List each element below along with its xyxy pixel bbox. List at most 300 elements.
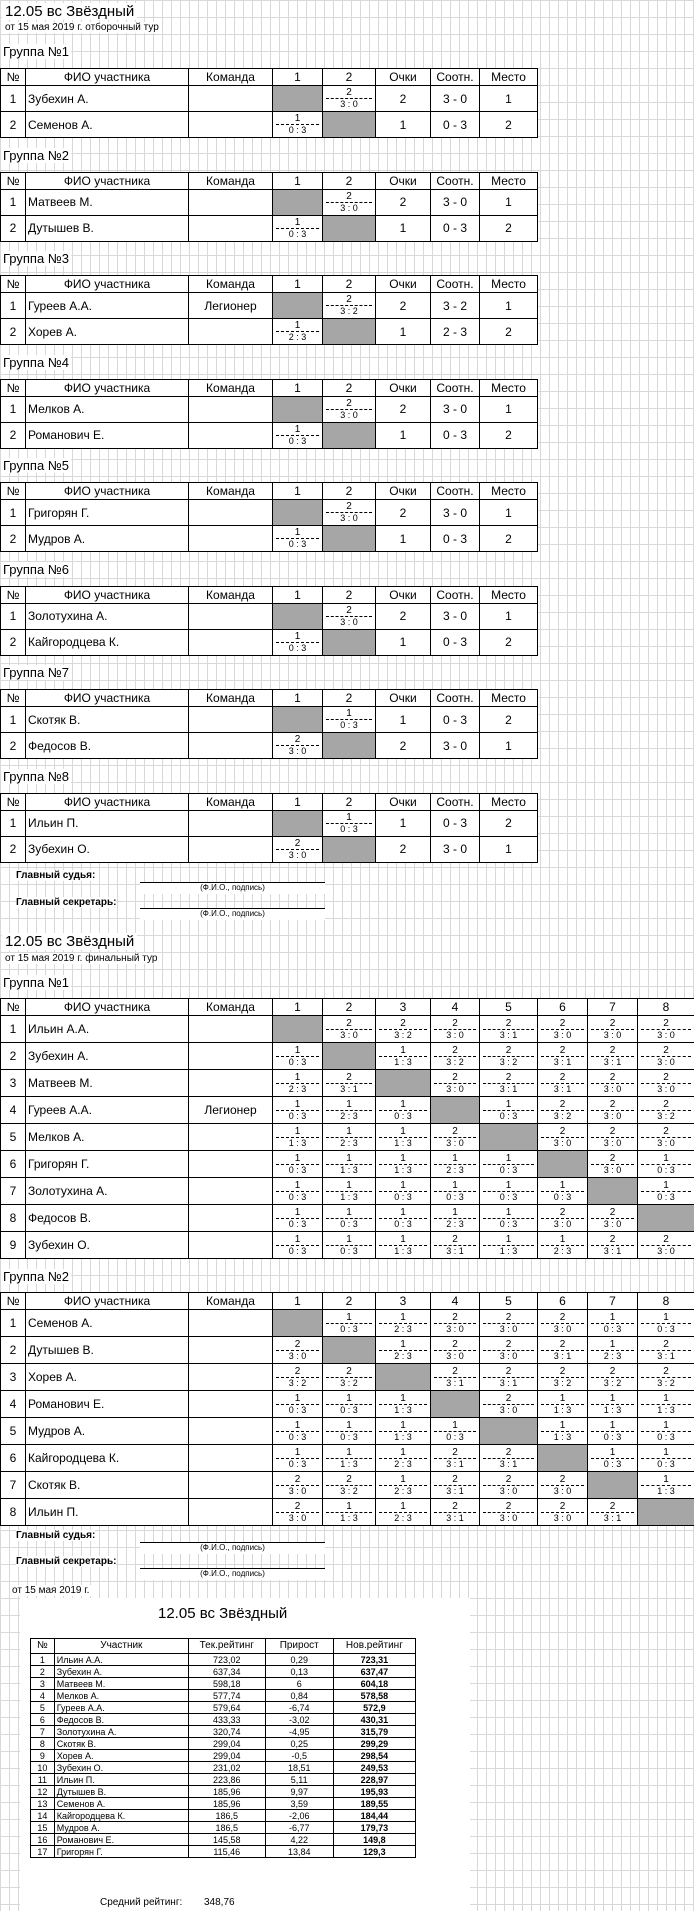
header-cell: Команда	[189, 690, 273, 707]
match-result	[323, 1178, 376, 1205]
ratio: 3 - 0	[431, 500, 480, 526]
match-score: 0 : 3	[288, 642, 307, 653]
rating-row	[31, 1714, 416, 1726]
header-cell: Соотн.	[431, 690, 480, 707]
rank: 1	[31, 1654, 55, 1666]
match-result	[480, 1097, 538, 1124]
current-rating: 145,58	[188, 1834, 265, 1846]
shaded-cell	[376, 1364, 431, 1391]
current-rating: 115,46	[188, 1846, 265, 1858]
rating-header-cell: Тек.рейтинг	[188, 1639, 265, 1654]
shaded-cell	[323, 112, 376, 138]
player-name: Григорян Г.	[26, 500, 189, 526]
match-score: 3 : 0	[657, 1245, 675, 1256]
match-cell	[480, 1313, 537, 1334]
current-rating: 231,02	[188, 1762, 265, 1774]
points: 1	[376, 629, 431, 655]
player-name: Ильин П.	[26, 810, 189, 836]
group-table	[0, 172, 538, 242]
match-result	[273, 1151, 323, 1178]
header-cell: Очки	[376, 586, 431, 603]
rating-change: 18,51	[265, 1762, 333, 1774]
rating-row	[31, 1762, 416, 1774]
match-score: 0 : 3	[657, 1191, 675, 1202]
group-title: Группа №3	[3, 251, 69, 266]
shaded-cell	[323, 1043, 376, 1070]
match-score: 1 : 3	[340, 1191, 358, 1202]
header-cell: Команда	[189, 379, 273, 396]
points: 1	[376, 707, 431, 733]
table-header-row	[1, 379, 538, 396]
match-result	[273, 1337, 323, 1364]
header-cell: 1	[273, 690, 323, 707]
match-cell	[323, 1073, 375, 1094]
match-result	[431, 1232, 480, 1259]
group-title: Группа №2	[3, 1269, 69, 1284]
match-points: 1	[294, 423, 301, 435]
match-cell	[376, 1154, 430, 1175]
match-score: 1 : 3	[553, 1431, 572, 1442]
table-header-row	[1, 586, 538, 603]
match-result	[480, 1472, 538, 1499]
header-cell: 5	[480, 1293, 538, 1310]
match-points: 1	[346, 1098, 352, 1110]
match-points: 1	[452, 1419, 458, 1431]
current-rating: 579,64	[188, 1702, 265, 1714]
rating-change: 0,29	[265, 1654, 333, 1666]
group-title: Группа №5	[3, 458, 69, 473]
match-score: 1 : 3	[499, 1245, 518, 1256]
match-points: 1	[609, 1311, 616, 1323]
current-rating: 723,02	[188, 1654, 265, 1666]
rating-row	[31, 1750, 416, 1762]
header-cell: 1	[273, 69, 323, 86]
shaded-cell	[376, 1070, 431, 1097]
match-result	[588, 1124, 638, 1151]
table-row	[1, 733, 538, 759]
match-cell	[323, 709, 375, 730]
qual-subtitle: от 15 мая 2019 г. отборочный тур	[5, 22, 159, 33]
rating-change: -2,06	[265, 1810, 333, 1822]
match-result	[538, 1472, 588, 1499]
header-cell: 8	[638, 999, 694, 1016]
team-name	[189, 1472, 273, 1499]
new-rating: 195,93	[333, 1786, 415, 1798]
match-points: 2	[346, 190, 352, 202]
table-row	[1, 1337, 694, 1364]
current-rating: 598,18	[188, 1678, 265, 1690]
match-result	[480, 1499, 538, 1526]
match-result	[538, 1178, 588, 1205]
match-result	[323, 603, 376, 629]
rank: 4	[31, 1690, 55, 1702]
match-points: 2	[559, 1311, 566, 1323]
match-cell	[323, 1367, 375, 1388]
match-points: 2	[609, 1152, 616, 1164]
table-row	[1, 526, 538, 552]
match-score: 0 : 3	[657, 1164, 675, 1175]
match-result	[323, 1070, 376, 1097]
match-cell	[638, 1046, 694, 1067]
match-score: 3 : 0	[553, 1485, 572, 1496]
match-result	[376, 1445, 431, 1472]
match-cell	[323, 1448, 375, 1469]
ratio: 0 - 3	[431, 422, 480, 448]
match-cell	[538, 1073, 587, 1094]
rank: 17	[31, 1846, 55, 1858]
match-points: 2	[505, 1365, 512, 1377]
match-cell	[376, 1235, 430, 1256]
points: 1	[376, 526, 431, 552]
match-result	[638, 1364, 694, 1391]
rating-change: -6,77	[265, 1822, 333, 1834]
player-name: Золотухина А.	[26, 1178, 189, 1205]
match-score: 3 : 1	[499, 1029, 518, 1040]
player-name: Федосов В.	[26, 733, 189, 759]
match-points: 1	[663, 1392, 669, 1404]
match-cell	[480, 1502, 537, 1523]
rank: 8	[31, 1738, 55, 1750]
header-cell: Место	[480, 69, 538, 86]
header-cell: №	[1, 276, 26, 293]
current-rating: 637,34	[188, 1666, 265, 1678]
match-score: 0 : 3	[553, 1191, 572, 1202]
match-result	[538, 1310, 588, 1337]
match-result	[638, 1151, 694, 1178]
match-score: 3 : 0	[499, 1404, 518, 1415]
rank: 5	[31, 1702, 55, 1714]
header-cell: 2	[323, 999, 376, 1016]
rating-title: 12.05 вс Звёздный	[155, 1605, 290, 1622]
match-cell	[431, 1475, 479, 1496]
header-cell: 1	[273, 999, 323, 1016]
match-cell	[638, 1073, 694, 1094]
header-cell: 6	[538, 1293, 588, 1310]
row-number: 2	[1, 733, 26, 759]
match-score: 3 : 1	[446, 1512, 464, 1523]
match-cell	[588, 1340, 637, 1361]
match-points: 1	[294, 113, 301, 124]
match-result	[323, 1232, 376, 1259]
current-rating: 186,5	[188, 1822, 265, 1834]
shaded-cell	[273, 1310, 323, 1337]
match-points: 1	[663, 1446, 669, 1458]
match-cell	[273, 1502, 322, 1523]
match-result	[273, 1472, 323, 1499]
match-score: 0 : 3	[603, 1323, 622, 1334]
match-result	[323, 1205, 376, 1232]
match-points: 1	[294, 1446, 301, 1458]
rating-change: 9,97	[265, 1786, 333, 1798]
match-score: 0 : 3	[288, 1218, 307, 1229]
team-name	[189, 1070, 273, 1097]
match-score: 2 : 3	[340, 1137, 358, 1148]
match-cell	[431, 1367, 479, 1388]
player-name: Скотяк В.	[26, 1472, 189, 1499]
player-name: Матвеев М.	[26, 189, 189, 215]
player-name: Романович Е.	[26, 422, 189, 448]
group-table	[0, 586, 538, 656]
header-cell: ФИО участника	[26, 69, 189, 86]
match-points: 2	[294, 734, 301, 745]
match-points: 1	[400, 1044, 406, 1056]
place: 2	[480, 112, 538, 138]
match-points: 1	[294, 630, 301, 642]
match-points: 2	[505, 1311, 512, 1323]
table-row	[1, 1097, 694, 1124]
match-result	[431, 1124, 480, 1151]
match-cell	[323, 606, 375, 627]
rank: 6	[31, 1714, 55, 1726]
match-result	[323, 810, 376, 836]
match-cell	[431, 1448, 479, 1469]
header-cell: ФИО участника	[26, 172, 189, 189]
header-cell: 2	[323, 172, 376, 189]
final-title: 12.05 вс Звёздный	[2, 933, 137, 950]
final-subtitle: от 15 мая 2019 г. финальный тур	[5, 953, 158, 964]
new-rating: 723,31	[333, 1654, 415, 1666]
ratio: 0 - 3	[431, 526, 480, 552]
match-cell	[480, 1181, 537, 1202]
place: 1	[480, 733, 538, 759]
match-score: 0 : 3	[340, 1404, 358, 1415]
table-row	[1, 500, 538, 526]
match-result	[273, 1097, 323, 1124]
match-result	[480, 1016, 538, 1043]
match-result	[376, 1310, 431, 1337]
player-name: Григорян Г.	[26, 1151, 189, 1178]
match-score: 0 : 3	[288, 1056, 307, 1067]
match-score: 2 : 3	[553, 1245, 572, 1256]
participant-name: Матвеев М.	[54, 1678, 188, 1690]
new-rating: 184,44	[333, 1810, 415, 1822]
match-score: 0 : 3	[446, 1191, 464, 1202]
rating-row	[31, 1846, 416, 1858]
player-name: Семенов А.	[26, 1310, 189, 1337]
shaded-cell	[323, 422, 376, 448]
match-score: 0 : 3	[288, 1191, 307, 1202]
match-score: 3 : 1	[446, 1458, 464, 1469]
match-result	[323, 1418, 376, 1445]
match-score: 3 : 0	[340, 616, 358, 627]
match-result	[538, 1391, 588, 1418]
place: 1	[480, 603, 538, 629]
match-points: 2	[505, 1446, 512, 1458]
match-result	[638, 1418, 694, 1445]
header-cell: 2	[323, 690, 376, 707]
match-cell	[480, 1100, 537, 1121]
match-score: 3 : 0	[446, 1083, 464, 1094]
match-points: 1	[346, 811, 352, 823]
header-cell: ФИО участника	[26, 999, 189, 1016]
match-cell	[538, 1340, 587, 1361]
match-cell	[323, 1502, 375, 1523]
match-result	[323, 189, 376, 215]
match-cell	[376, 1208, 430, 1229]
match-score: 3 : 0	[446, 1350, 464, 1361]
match-points: 2	[609, 1233, 616, 1245]
match-score: 0 : 3	[446, 1431, 464, 1442]
match-score: 0 : 3	[394, 1110, 412, 1121]
table-row	[1, 1364, 694, 1391]
match-score: 2 : 3	[394, 1485, 412, 1496]
match-result	[273, 1124, 323, 1151]
rating-row	[31, 1690, 416, 1702]
match-score: 1 : 3	[394, 1056, 412, 1067]
match-points: 2	[346, 1365, 352, 1377]
match-points: 2	[505, 1017, 512, 1029]
match-score: 0 : 3	[340, 1431, 358, 1442]
match-result	[480, 1310, 538, 1337]
table-row	[1, 1445, 694, 1472]
match-score: 0 : 3	[340, 823, 358, 834]
match-score: 3 : 0	[288, 746, 307, 756]
match-result	[588, 1418, 638, 1445]
current-rating: 186,5	[188, 1810, 265, 1822]
match-points: 2	[294, 1365, 301, 1377]
place: 2	[480, 707, 538, 733]
match-result	[638, 1097, 694, 1124]
row-number: 6	[1, 1445, 26, 1472]
header-cell: Соотн.	[431, 586, 480, 603]
row-number: 1	[1, 707, 26, 733]
ratio: 3 - 0	[431, 733, 480, 759]
match-cell	[638, 1313, 694, 1334]
match-score: 3 : 0	[603, 1110, 622, 1121]
header-cell: Место	[480, 276, 538, 293]
table-row	[1, 1472, 694, 1499]
row-number: 8	[1, 1205, 26, 1232]
group-table	[0, 793, 538, 863]
match-score: 3 : 2	[288, 1377, 307, 1388]
match-points: 1	[294, 1152, 301, 1164]
match-score: 3 : 2	[553, 1110, 572, 1121]
table-row	[1, 1418, 694, 1445]
match-score: 3 : 0	[603, 1218, 622, 1229]
match-cell	[538, 1313, 587, 1334]
match-cell	[323, 295, 375, 316]
match-score: 1 : 3	[394, 1137, 412, 1148]
match-score: 3 : 2	[553, 1377, 572, 1388]
match-result	[538, 1499, 588, 1526]
row-number: 4	[1, 1097, 26, 1124]
match-points: 2	[505, 1392, 512, 1404]
match-score: 3 : 0	[446, 1137, 464, 1148]
match-score: 3 : 0	[340, 409, 358, 420]
match-points: 1	[400, 1179, 406, 1191]
row-number: 1	[1, 86, 26, 112]
match-score: 2 : 3	[340, 1110, 358, 1121]
match-cell	[273, 1340, 322, 1361]
match-cell	[273, 1181, 322, 1202]
qual-title: 12.05 вс Звёздный	[2, 3, 137, 20]
match-result	[638, 1472, 694, 1499]
match-cell	[431, 1340, 479, 1361]
header-cell: Место	[480, 483, 538, 500]
match-result	[323, 396, 376, 422]
match-score: 3 : 0	[657, 1029, 675, 1040]
match-score: 2 : 3	[446, 1218, 464, 1229]
points: 2	[376, 500, 431, 526]
match-cell	[588, 1046, 637, 1067]
match-points: 2	[294, 837, 301, 849]
match-cell	[323, 1235, 375, 1256]
participant-name: Григорян Г.	[54, 1846, 188, 1858]
match-result	[638, 1124, 694, 1151]
player-name: Зубехин А.	[26, 86, 189, 112]
match-points: 1	[609, 1419, 616, 1431]
match-result	[480, 1364, 538, 1391]
match-score: 3 : 0	[657, 1083, 675, 1094]
match-result	[538, 1070, 588, 1097]
shaded-cell	[273, 603, 323, 629]
match-points: 2	[663, 1044, 669, 1056]
match-cell	[588, 1073, 637, 1094]
match-points: 2	[400, 1017, 406, 1029]
match-points: 1	[346, 1311, 352, 1323]
row-number: 1	[1, 293, 26, 319]
match-cell	[638, 1448, 694, 1469]
match-points: 2	[609, 1017, 616, 1029]
match-points: 1	[294, 1179, 301, 1191]
match-result	[323, 1016, 376, 1043]
group-title: Группа №7	[3, 665, 69, 680]
match-points: 2	[559, 1338, 566, 1350]
shaded-cell	[323, 629, 376, 655]
match-score: 0 : 3	[288, 1110, 307, 1121]
current-rating: 320,74	[188, 1726, 265, 1738]
match-cell	[323, 813, 375, 834]
header-cell: Команда	[189, 276, 273, 293]
header-cell: 2	[323, 483, 376, 500]
team-name	[189, 526, 273, 552]
match-cell	[638, 1340, 694, 1361]
match-points: 2	[559, 1071, 566, 1083]
table-row	[1, 1016, 694, 1043]
match-cell	[273, 1421, 322, 1442]
match-result	[480, 1070, 538, 1097]
match-result	[588, 1043, 638, 1070]
table-header-row	[1, 172, 538, 189]
match-score: 1 : 3	[657, 1404, 675, 1415]
header-cell: ФИО участника	[26, 379, 189, 396]
rating-table	[30, 1638, 416, 1858]
table-header-row	[1, 690, 538, 707]
team-name	[189, 1178, 273, 1205]
participant-name: Зубехин О.	[54, 1762, 188, 1774]
match-score: 3 : 0	[603, 1137, 622, 1148]
match-cell	[431, 1502, 479, 1523]
row-number: 3	[1, 1070, 26, 1097]
match-result	[588, 1364, 638, 1391]
match-cell	[431, 1235, 479, 1256]
match-score: 3 : 1	[603, 1245, 622, 1256]
rating-row	[31, 1666, 416, 1678]
chief-secretary-label: Главный секретарь:	[16, 1556, 117, 1567]
match-score: 3 : 1	[499, 1083, 518, 1094]
match-result	[273, 1232, 323, 1259]
table-row	[1, 1232, 694, 1259]
team-name	[189, 319, 273, 345]
row-number: 7	[1, 1178, 26, 1205]
player-name: Зубехин О.	[26, 1232, 189, 1259]
match-points: 2	[452, 1338, 458, 1350]
table-header-row	[1, 69, 538, 86]
header-cell: Очки	[376, 690, 431, 707]
match-points: 1	[559, 1179, 566, 1191]
header-cell: №	[1, 172, 26, 189]
group-table	[0, 275, 538, 345]
